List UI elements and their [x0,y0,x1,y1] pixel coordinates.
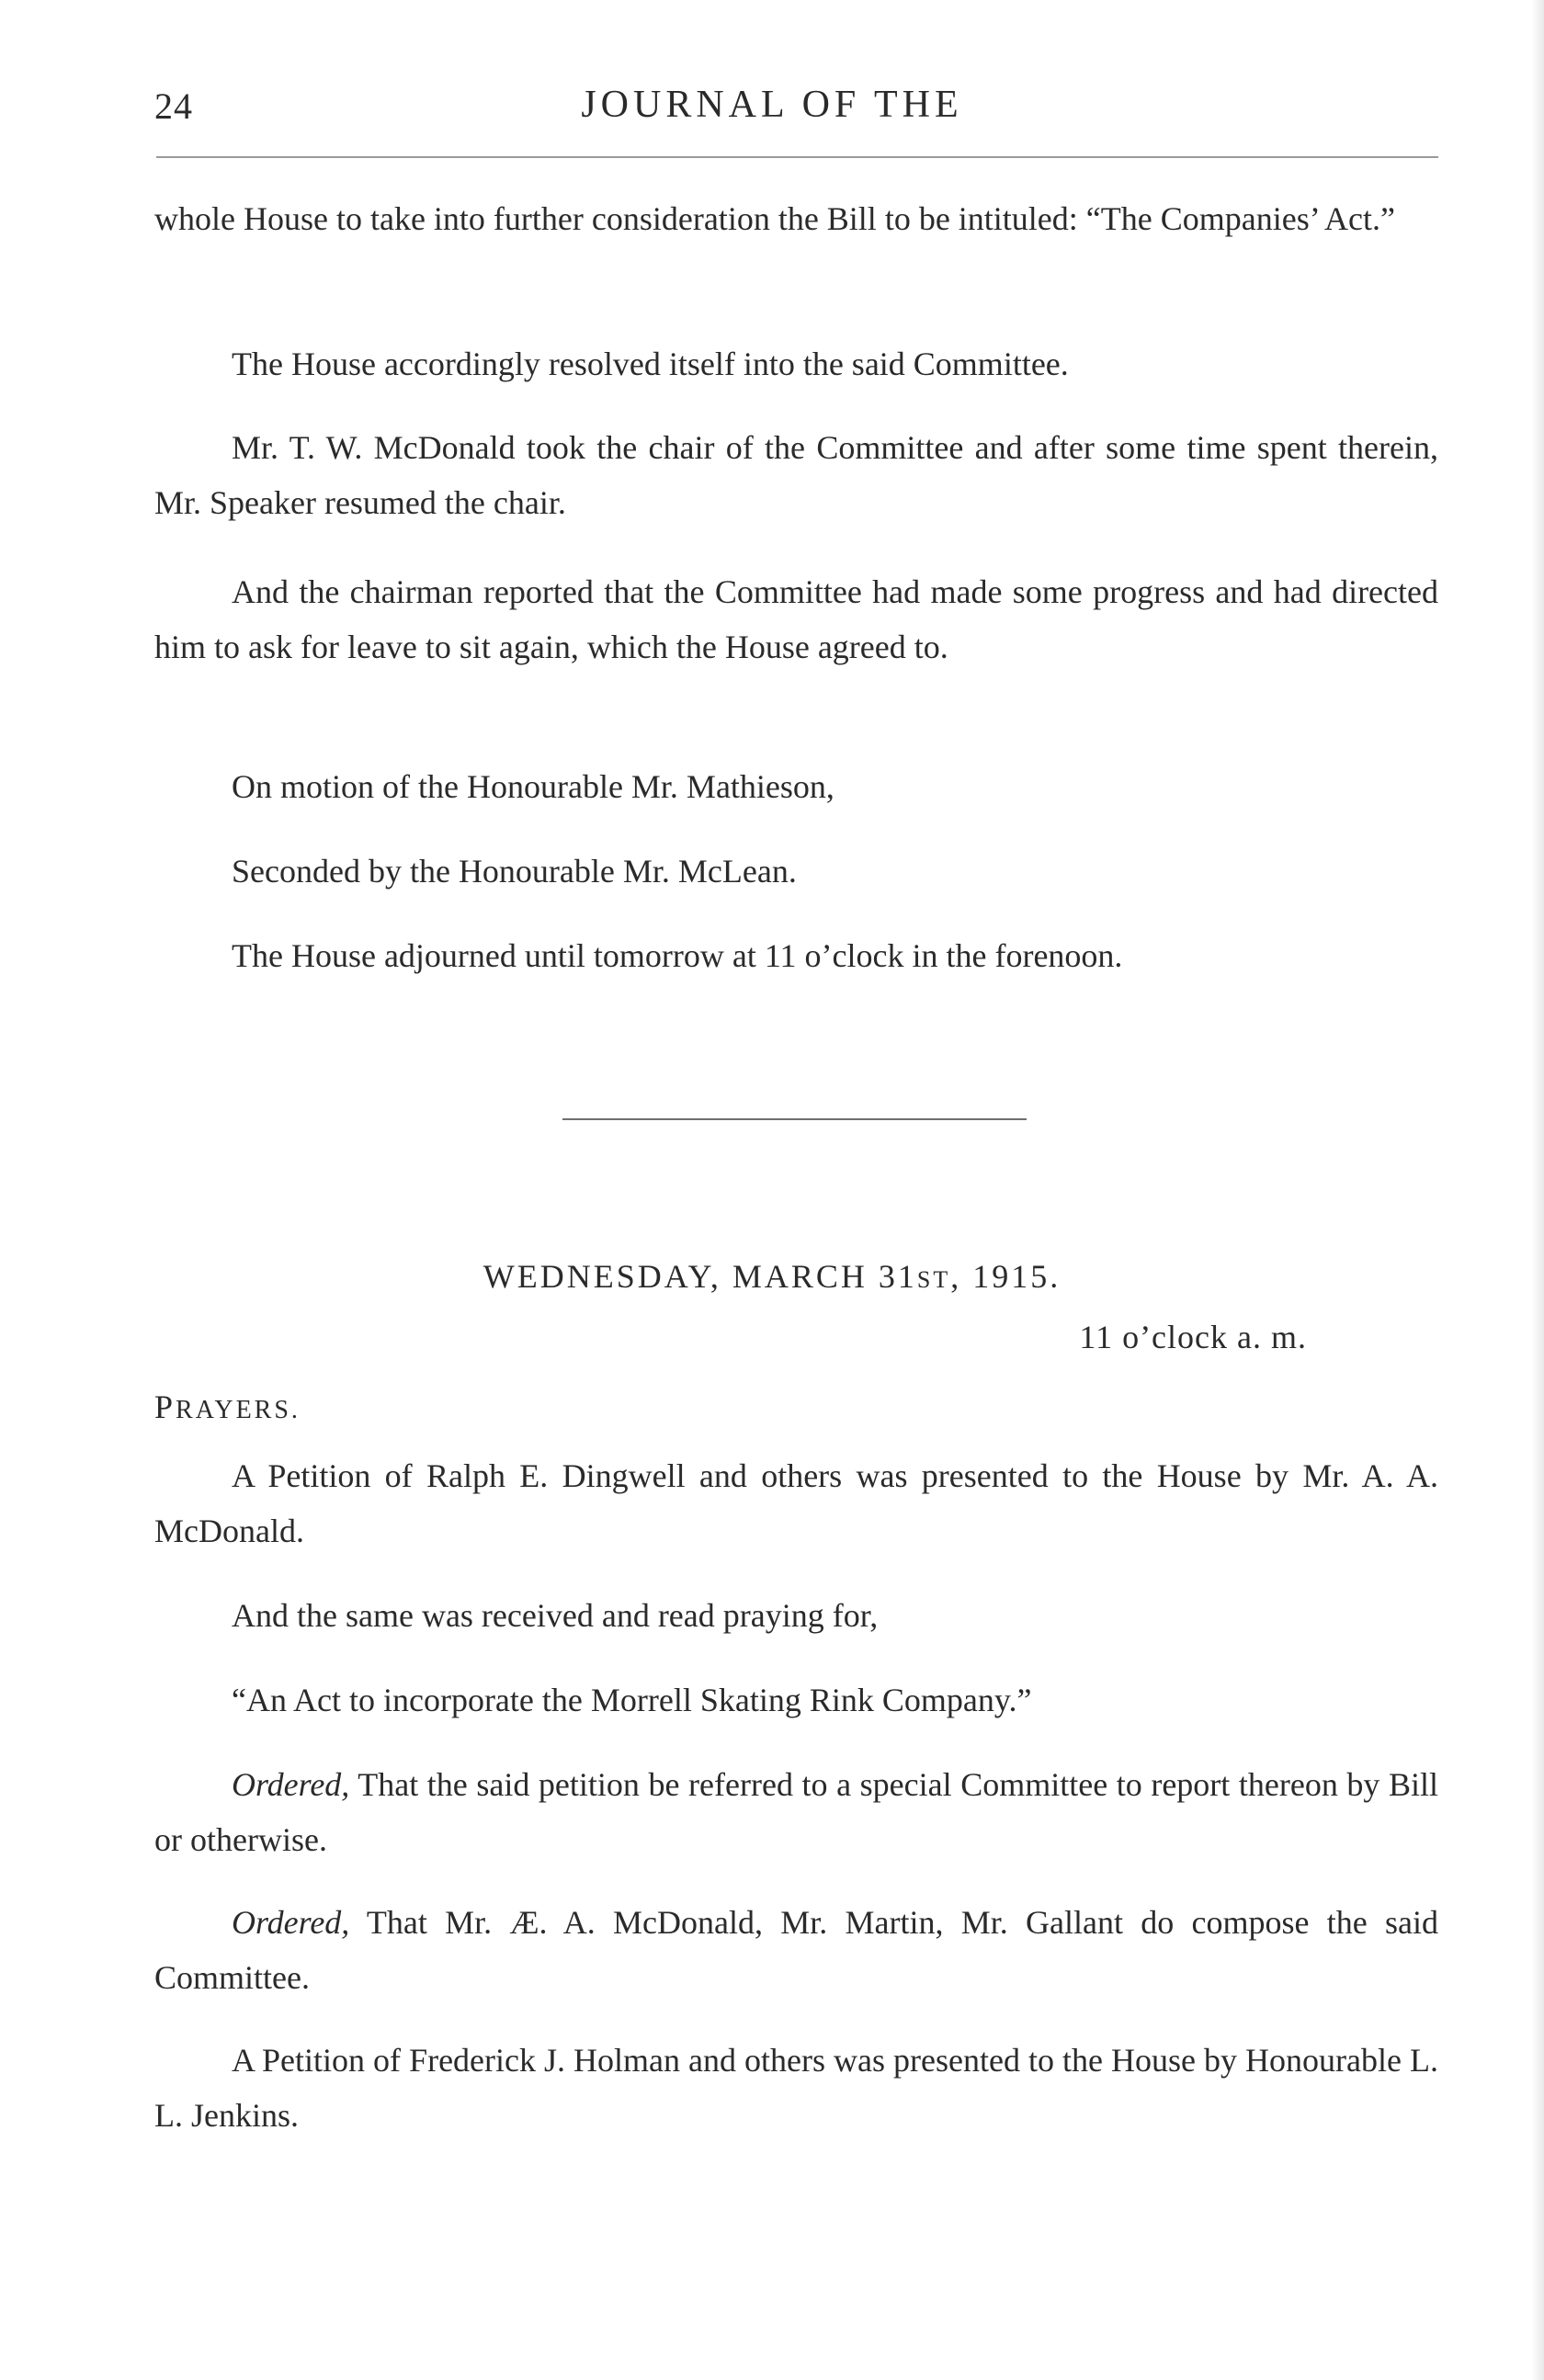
paragraph-adjourned: The House adjourned until tomorrow at 11 o’clock in the forenoon. [232,937,1123,974]
ordered-referred-text: That the said petition be referred to a special Committee to report thereon by Bill or otherwise. [154,1766,1438,1858]
ordered-label: Ordered, [232,1904,350,1941]
ordered-label: Ordered, [232,1766,350,1803]
sitting-date-heading [0,1257,1544,1296]
running-header-title: JOURNAL OF THE [581,84,963,126]
paragraph-ordered-referred [154,1757,1438,1867]
paragraph-house-resolved: The House accordingly resolved itself into the said Committee. [232,346,1069,382]
sitting-time: 11 o’clock a. m. [1079,1319,1307,1355]
paragraph-received-read: And the same was received and read praying for, [232,1597,879,1634]
paragraph-chair-taken: Mr. T. W. McDonald took the chair of the Committee and after some time spent therein, Mr. Speaker resumed the chair. [154,429,1438,521]
paragraph-bill-consideration: whole House to take into further consideration the Bill to be intituled: “The Companies’ Act.” [154,200,1395,237]
ordered-compose-text: That Mr. Æ. A. McDonald, Mr. Martin, Mr. Gallant do compose the said Committee. [154,1904,1438,1996]
date-ordinal-suffix: ST [916,1266,951,1293]
prayers-initial: P [154,1388,176,1425]
paragraph-ordered-compose [154,1895,1438,2005]
paragraph-petition-dingwell: A Petition of Ralph E. Dingwell and others was presented to the House by Mr. A. A. McDonald. [154,1457,1438,1549]
paragraph-chairman-report: And the chairman reported that the Committee had made some progress and had directed him to ask for leave to sit again, which the House agreed to. [154,573,1438,665]
section-divider [562,1118,1027,1120]
paragraph-act-title: “An Act to incorporate the Morrell Skating Rink Company.” [232,1682,1032,1718]
header-rule [156,156,1438,158]
paragraph-seconded: Seconded by the Honourable Mr. McLean. [232,853,797,890]
paragraph-petition-holman: A Petition of Frederick J. Holman and others was presented to the House by Honourable L. L. Jenkins. [154,2042,1438,2134]
date-year: , 1915. [950,1258,1062,1295]
page-edge-shadow [1531,0,1544,2380]
date-main: WEDNESDAY, MARCH 31 [482,1258,917,1295]
page-number: 24 [154,85,193,127]
prayers-rest: RAYERS. [176,1396,301,1424]
prayers-heading [154,1388,301,1426]
paragraph-motion: On motion of the Honourable Mr. Mathieson, [232,768,834,805]
